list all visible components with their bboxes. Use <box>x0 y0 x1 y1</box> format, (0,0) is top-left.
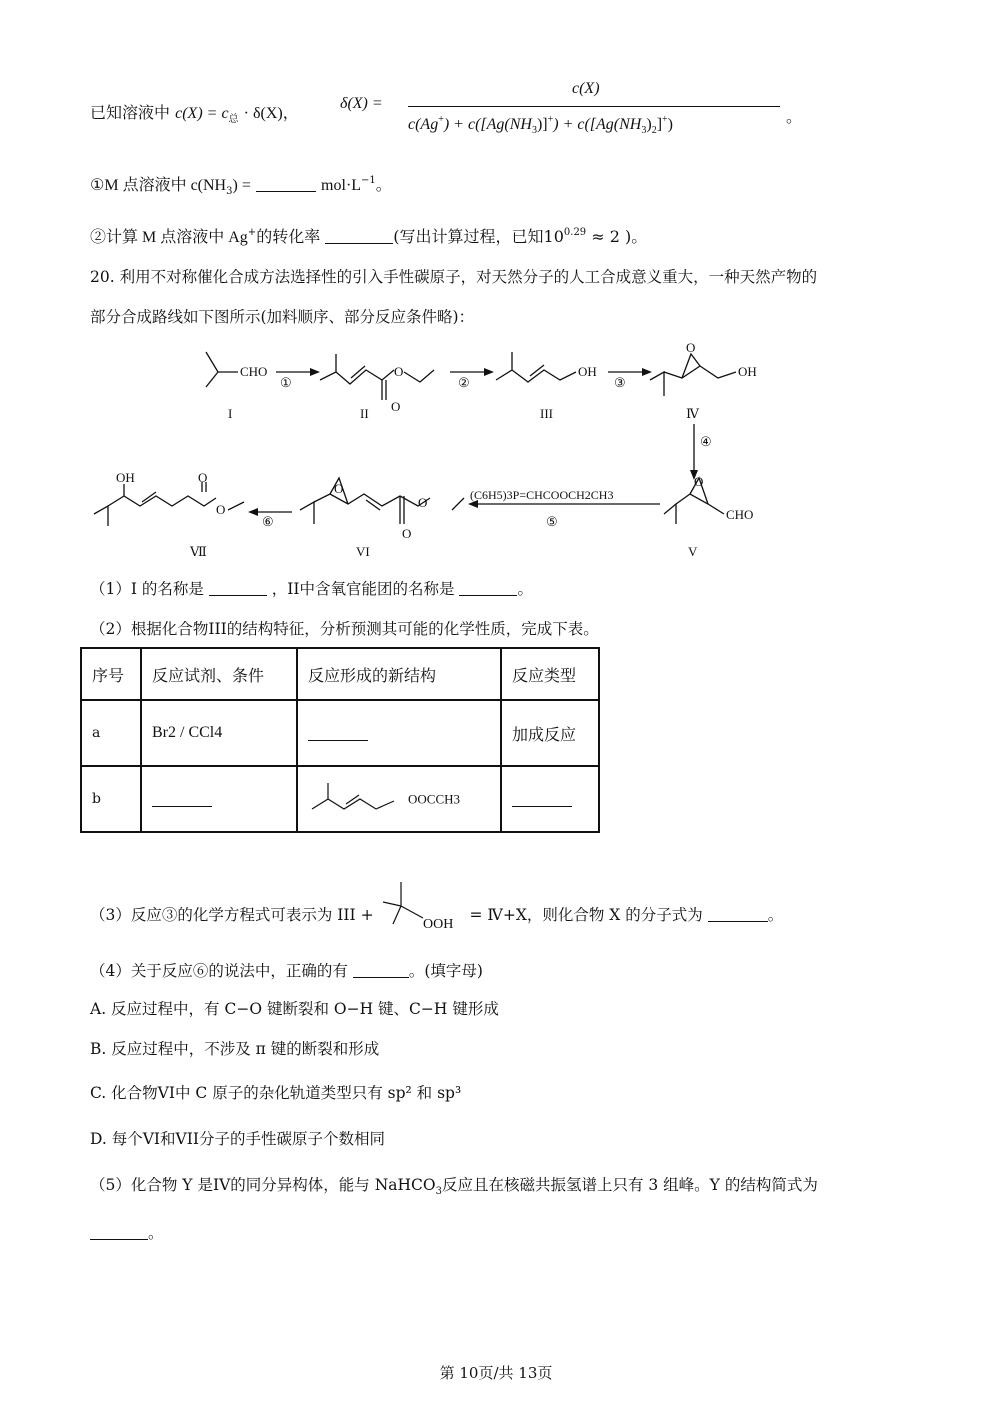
denom-part-2: ) + c([Ag(NH <box>443 116 532 133</box>
q1-unit-sup: −1 <box>361 175 376 186</box>
delta-fraction <box>340 78 803 148</box>
step-1-label: ① <box>280 375 292 390</box>
q2-sup: + <box>247 227 257 238</box>
tbhp-ooh-label: OOH <box>422 917 453 932</box>
label-o-V: O <box>694 474 704 489</box>
q2-text-d: ≈ 2 )。 <box>591 227 648 246</box>
sub3-end: 。 <box>767 906 784 924</box>
q1-unit: mol·L <box>321 177 362 194</box>
sub3-text-b: = Ⅳ+X，则化合物 X 的分子式为 <box>469 906 703 924</box>
formula-line <box>90 102 299 131</box>
label-oh-IV: OH <box>738 364 757 379</box>
page-footer: 第 10页/共 13页 <box>439 1364 553 1382</box>
table-header-row <box>81 648 599 700</box>
fraction-bar <box>408 106 780 107</box>
label-oh-III: OH <box>578 364 597 379</box>
label-o-VII-ester: O <box>216 502 226 517</box>
row-a-id: a <box>81 700 141 766</box>
q2-text-c: (写出计算过程，已知10 <box>393 227 564 246</box>
q1-answer-blank[interactable] <box>256 175 316 192</box>
q2-answer-blank[interactable] <box>325 227 393 244</box>
c-x-expression: c(X) = c <box>175 105 229 122</box>
delta-x-expression: · δ(X)， <box>243 105 299 122</box>
denom-part-7: ) <box>667 116 673 133</box>
header-cell-reaction-type: 反应类型 <box>501 648 599 700</box>
sub1-end: 。 <box>517 580 533 598</box>
sub5-text-a: （5）化合物 Y 是IV的同分异构体，能与 NaHCO <box>90 1176 436 1194</box>
option-b[interactable]: B. 反应过程中，不涉及 π 键的断裂和形成 <box>90 1040 380 1058</box>
tbhp-ooh-bond <box>401 906 423 918</box>
denom-part-3: )] <box>536 116 548 133</box>
compound-VI-label: VI <box>356 544 370 559</box>
row-b-double-bond <box>346 795 359 804</box>
denom-sub-3: 3 <box>531 125 537 136</box>
question-20-line2: 部分合成路线如下图所示(加料顺序、部分反应条件略)： <box>90 308 475 326</box>
sub-question-2: （2）根据化合物III的结构特征，分析预测其可能的化学性质，完成下表。 <box>90 620 599 638</box>
sub5-end: 。 <box>148 1224 164 1242</box>
c-total-subscript: 总 <box>228 114 239 125</box>
q1-end: 。 <box>375 175 392 194</box>
sub-question-5 <box>90 1174 818 1203</box>
row-a-structure-blank[interactable] <box>308 724 368 741</box>
q1-sub: 3 <box>226 186 233 197</box>
sub1-text-b: ，II中含氧官能团的名称是 <box>271 580 455 598</box>
q1-text-b: ) = <box>232 177 251 194</box>
denom-part-5: ) <box>646 116 652 133</box>
row-b-id: b <box>81 766 141 832</box>
label-cho-I: CHO <box>240 364 268 379</box>
label-o-II: O <box>391 399 401 414</box>
sub4-text: （4）关于反应⑥的说法中，正确的有 <box>90 962 348 980</box>
synthesis-scheme <box>88 342 768 562</box>
label-o-VI-carbonyl: O <box>402 526 412 541</box>
sub5-text-b: 反应且在核磁共振氢谱上只有 3 组峰。Y 的结构简式为 <box>441 1176 818 1194</box>
question-20-line1: 20. 利用不对称催化合成方法选择性的引入手性碳原子，对天然分子的人工合成意义重大，一种天然产物的 <box>90 268 818 286</box>
row-b-structure <box>297 766 501 832</box>
step-5-label: ⑤ <box>546 514 558 529</box>
option-a[interactable]: A. 反应过程中，有 C−O 键断裂和 O−H 键、C−H 键形成 <box>90 1000 499 1018</box>
sub1-text-a: （1）I 的名称是 <box>90 580 204 598</box>
question-1 <box>90 170 392 203</box>
row-a-reagent: Br2 / CCl4 <box>141 700 297 766</box>
row-b-group-label: OOCCH3 <box>408 791 461 807</box>
tbhp-left-bond <box>383 902 401 906</box>
label-o-VI-ester: O <box>418 495 428 510</box>
compound-IV-label: Ⅳ <box>686 406 699 421</box>
label-o-IV: O <box>686 342 696 355</box>
row-b-type-blank[interactable] <box>512 790 572 807</box>
step-4-label: ④ <box>700 434 712 449</box>
row-a-structure <box>297 700 501 766</box>
denom-sup-2: + <box>547 114 554 125</box>
row-b-structure-drawing <box>308 779 408 819</box>
header-cell-reagent: 反应试剂、条件 <box>141 648 297 700</box>
compound-III-label: III <box>540 406 553 421</box>
table-row-b <box>81 766 599 832</box>
step-6-label: ⑥ <box>262 514 274 529</box>
tbhp-bottom-bond <box>393 906 401 924</box>
header-cell-id: 序号 <box>81 648 141 700</box>
compound-II-label: II <box>360 406 369 421</box>
denom-sup-1: + <box>438 114 444 125</box>
sub-question-5-answer-line <box>90 1222 164 1244</box>
row-b-branch <box>312 783 328 809</box>
label-oh-VII: OH <box>116 470 135 485</box>
compound-VII-label: Ⅶ <box>190 544 207 559</box>
compound-I-label: I <box>228 406 233 421</box>
step-2-label: ② <box>458 375 470 390</box>
denom-part-1: c(Ag <box>408 116 439 133</box>
sub-question-4 <box>90 960 483 982</box>
sub1-answer-blank-2[interactable] <box>459 579 517 596</box>
label-o-VII-carbonyl: O <box>198 470 208 485</box>
label-o-VI: O <box>334 481 344 496</box>
label-cho-V: CHO <box>726 507 754 522</box>
tbhp-structure <box>379 882 465 932</box>
sub1-answer-blank-1[interactable] <box>209 579 267 596</box>
sub-question-3 <box>90 900 783 932</box>
formula-prefix: 已知溶液中 <box>90 103 171 122</box>
sub3-answer-blank[interactable] <box>708 905 768 922</box>
denom-part-6: ] <box>656 116 663 133</box>
label-o-II-ester: O <box>394 364 404 379</box>
denom-sub-3b: 3 <box>641 125 647 136</box>
denom-sub-2: 2 <box>651 125 657 136</box>
step-3-label: ③ <box>614 375 626 390</box>
header-cell-new-structure: 反应形成的新结构 <box>297 648 501 700</box>
sub5-answer-blank[interactable] <box>90 1223 148 1240</box>
q2-text-a: ②计算 M 点溶液中 Ag <box>90 229 248 246</box>
question-2 <box>90 222 647 249</box>
row-a-type: 加成反应 <box>501 700 599 766</box>
compound-V-label: V <box>688 544 698 559</box>
option-c[interactable]: C. 化合物VI中 C 原子的杂化轨道类型只有 sp² 和 sp³ <box>90 1084 462 1102</box>
q2-text-b: 的转化率 <box>256 227 321 246</box>
reagent-5: (C6H5)3P=CHCOOCH2CH3 <box>470 488 614 502</box>
q1-text-a: ①M 点溶液中 c(NH <box>90 177 227 194</box>
q2-sup2: 0.29 <box>563 227 587 238</box>
fraction-denominator <box>408 114 673 136</box>
sub4-end: 。(填字母) <box>408 962 483 980</box>
sub4-answer-blank[interactable] <box>353 961 409 978</box>
fraction-numerator: c(X) <box>572 80 600 97</box>
delta-label: δ(X) = <box>340 95 383 112</box>
sub-question-1 <box>90 578 533 600</box>
row-b-reagent <box>141 766 297 832</box>
row-b-reagent-blank[interactable] <box>152 790 212 807</box>
denom-part-4: ) + c([Ag(NH <box>553 116 642 133</box>
row-b-chain <box>328 799 394 809</box>
properties-table <box>80 647 600 833</box>
option-d[interactable]: D. 每个VI和VII分子的手性碳原子个数相同 <box>90 1130 385 1148</box>
row-b-type <box>501 766 599 832</box>
table-row-a <box>81 700 599 766</box>
denom-sup-3: + <box>662 114 668 125</box>
formula-end: 。 <box>786 107 803 126</box>
sub5-sub: 3 <box>435 1186 442 1197</box>
sub3-text-a: （3）反应③的化学方程式可表示为 III + <box>90 906 374 924</box>
